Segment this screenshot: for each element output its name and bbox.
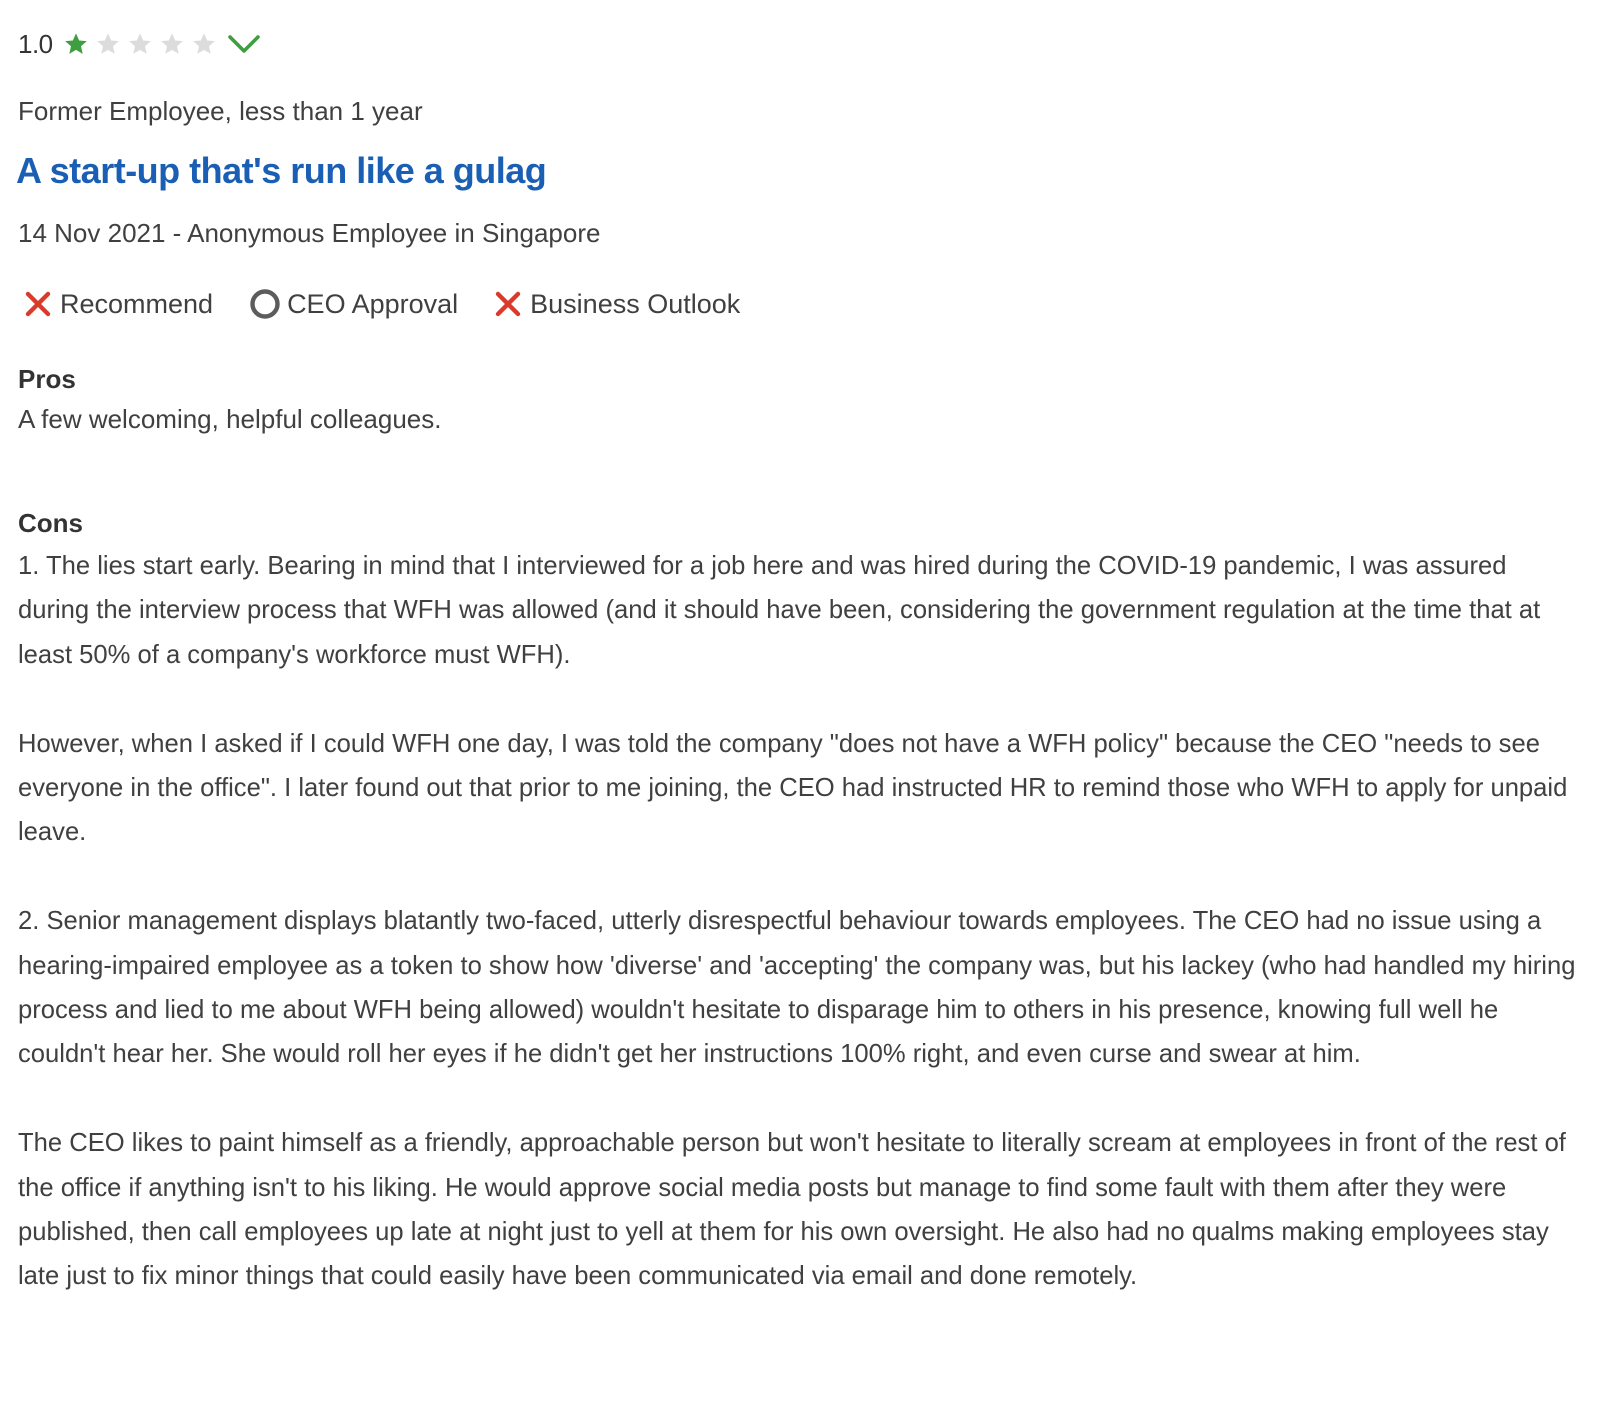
indicator-label: Business Outlook xyxy=(530,288,741,319)
indicator-label: CEO Approval xyxy=(287,288,459,319)
pros-heading: Pros xyxy=(18,364,76,394)
star-empty-icon xyxy=(127,31,153,57)
indicator-recommend xyxy=(24,289,213,320)
cons-text xyxy=(18,544,1578,1343)
star-filled-icon xyxy=(63,31,89,57)
star-rating xyxy=(63,31,223,57)
star-empty-icon xyxy=(95,31,121,57)
cons-heading: Cons xyxy=(18,508,83,538)
indicator-ceo-approval xyxy=(249,288,458,320)
x-icon xyxy=(494,290,522,318)
review-title-link[interactable]: A start-up that's run like a gulag xyxy=(16,150,547,191)
star-empty-icon xyxy=(191,31,217,57)
x-icon xyxy=(24,290,52,318)
indicator-label: Recommend xyxy=(60,288,214,319)
cons-paragraph: 2. Senior management displays blatantly two-faced, utterly disrespectful behaviour towards employees. The CEO had no issue using a hearing-impaired employee as a token to show how 'diverse' and 'accepting' the company was, but his lackey (who had handled my hiring process and lied to me about WFH being allowed) wouldn't hesitate to disparage him to others in his presence, knowing full well he couldn't hear her. She would roll her eyes if he didn't get her instructions 100% right, and even curse and swear at him. xyxy=(18,907,1576,1069)
chevron-down-icon[interactable] xyxy=(227,31,261,57)
rating-value: 1.0 xyxy=(18,28,53,59)
cons-paragraph: The CEO likes to paint himself as a friendly, approachable person but won't hesitate to literally scream at employees in front of the rest of the office if anything isn't to his liking. He would approve social media posts but manage to find some fault with them after they were published, then call employees up late at night just to yell at them for his own oversight. He also had no qualms making employees stay late just to fix minor things that could easily have been communicated via email and done remotely. xyxy=(18,1129,1566,1291)
rating-row xyxy=(18,24,261,64)
star-empty-icon xyxy=(159,31,185,57)
cons-paragraph: However, when I asked if I could WFH one day, I was told the company "does not have a WFH policy" because the CEO "needs to see everyone in the office". I later found out that prior to me joining, the CEO had instructed HR to remind those who WFH to apply for unpaid leave. xyxy=(18,729,1568,847)
circle-icon xyxy=(249,288,281,320)
review-indicators xyxy=(24,288,776,320)
employee-status: Former Employee, less than 1 year xyxy=(18,96,423,126)
cons-paragraph: 1. The lies start early. Bearing in mind that I interviewed for a job here and was hired during the COVID-19 pandemic, I was assured during the interview process that WFH was allowed (and it should have been, considering the government regulation at the time that at least 50% of a company's workforce must WFH). xyxy=(18,552,1541,669)
pros-text: A few welcoming, helpful colleagues. xyxy=(18,404,442,434)
indicator-business-outlook xyxy=(494,289,740,320)
review-meta: 14 Nov 2021 - Anonymous Employee in Singapore xyxy=(18,218,601,248)
